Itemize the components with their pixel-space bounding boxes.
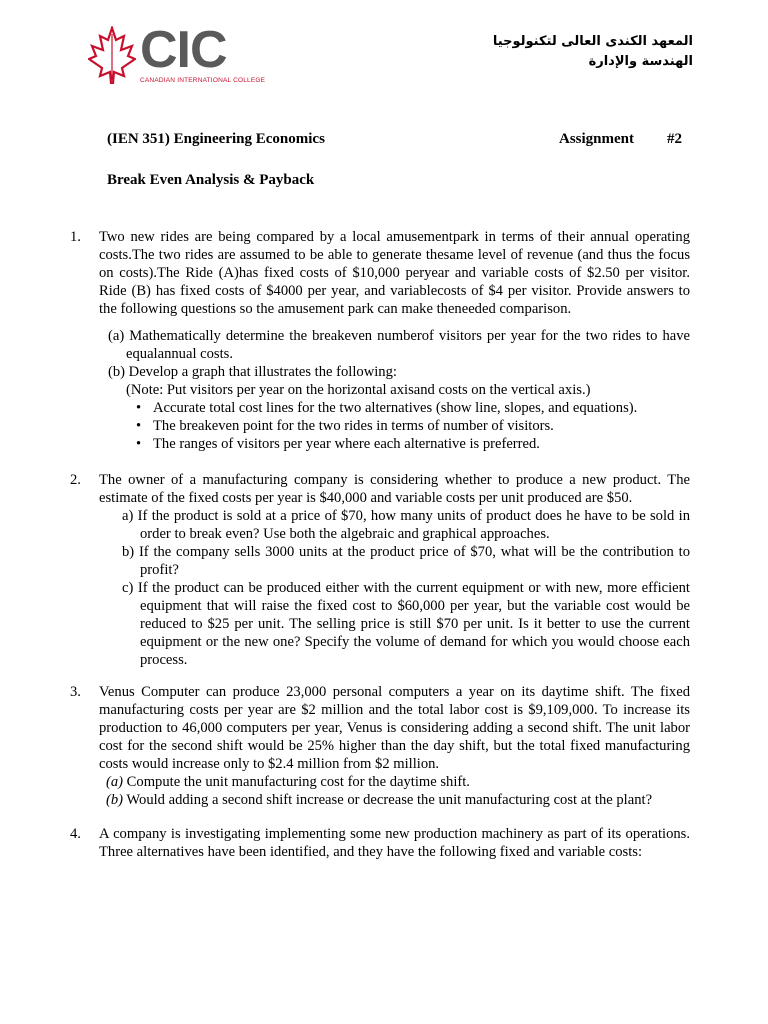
question-number: 3.	[70, 684, 81, 700]
question-number: 4.	[70, 826, 81, 842]
question-part-a: a) If the product is sold at a price of $70, how many units of product does he have to be sold in order to break even? Use both the algebraic and graphical approaches.	[122, 508, 690, 542]
course-title: (IEN 351) Engineering Economics	[107, 131, 325, 147]
question-text: Two new rides are being compared by a local amusementpark in terms of their annual operating costs.The two rides are assumed to be able to generate thesame level of revenue (and thus the focus on costs).The Ride (A)has fixed costs of $10,000 peryear and variable costs of $2.50 per visitor. Ride (B) has fixed costs of $4000 per year, and variablecosts of $4 per visitor. Provide answers to the following questions so the amusement park can make theneeded comparison.	[99, 229, 690, 317]
question-text: The owner of a manufacturing company is considering whether to produce a new product. The estimate of the fixed costs per year is $40,000 and variable costs per unit produced are $50.	[99, 472, 690, 506]
question-part-c: c) If the product can be produced either with the current equipment or with new, more efficient equipment that will raise the fixed cost to $60,000 per year, but the variable cost would be reduced to $25 per unit. The selling price is still $70 per unit. Is it better to use the current equipment or the new one? Specify the volume of demand for which you would choose each process.	[122, 580, 690, 668]
question-part-b	[106, 791, 690, 809]
question-1	[70, 228, 690, 453]
question-number: 2.	[70, 472, 81, 488]
question-part-b: (b) Develop a graph that illustrates the following:	[108, 364, 397, 380]
logo-text: CIC	[140, 21, 227, 79]
question-part-b: b) If the company sells 3000 units at the product price of $70, what will be the contribution to profit?	[122, 544, 690, 578]
part-label: (b)	[106, 792, 124, 808]
question-part-a: (a) Mathematically determine the breakeven numberof visitors per year for the two rides to have equalannual costs.	[108, 328, 690, 362]
question-3	[70, 683, 690, 809]
assignment-number: #2	[667, 131, 682, 147]
assignment-label: Assignment	[559, 131, 635, 147]
part-text: Compute the unit manufacturing cost for the daytime shift.	[123, 774, 470, 790]
cic-logo	[88, 21, 266, 86]
question-number: 1.	[70, 229, 81, 245]
question-4	[70, 825, 690, 861]
question-2	[70, 471, 690, 669]
bullet-list	[126, 399, 690, 453]
part-text: Would adding a second shift increase or decrease the unit manufacturing cost at the plant?	[123, 792, 653, 808]
list-item: • The ranges of visitors per year where each alternative is preferred.	[126, 435, 690, 453]
maple-leaf-icon	[88, 26, 136, 84]
arabic-institution-name	[493, 32, 693, 72]
logo-subtitle: CANADIAN INTERNATIONAL COLLEGE	[140, 77, 266, 84]
question-text: Venus Computer can produce 23,000 personal computers a year on its daytime shift. The fixed manufacturing costs per year are $2 million and the total labor cost is $9,109,000. To increase its production to 46,000 computers per year, Venus is considering adding a second shift. The unit labor cost for the second shift would be 25% higher than the day shift, but the total fixed manufacturing costs would increase only to $2.4 million from $2 million.	[99, 684, 690, 772]
arabic-line-2: الهندسة والإدارة	[588, 54, 693, 69]
question-part-a	[106, 773, 690, 791]
question-text: A company is investigating implementing some new production machinery as part of its operations. Three alternatives have been identified, and they have the following fixed and variable costs:	[99, 826, 690, 860]
question-note: (Note: Put visitors per year on the horizontal axisand costs on the vertical axis.)	[126, 382, 591, 398]
part-label: (a)	[106, 774, 124, 790]
list-item: • Accurate total cost lines for the two alternatives (show line, slopes, and equations).	[126, 399, 690, 417]
assignment-subtitle: Break Even Analysis & Payback	[107, 172, 315, 188]
list-item: • The breakeven point for the two rides in terms of number of visitors.	[126, 417, 690, 435]
arabic-line-1: المعهد الكندى العالى لتكنولوجيا	[492, 34, 693, 49]
